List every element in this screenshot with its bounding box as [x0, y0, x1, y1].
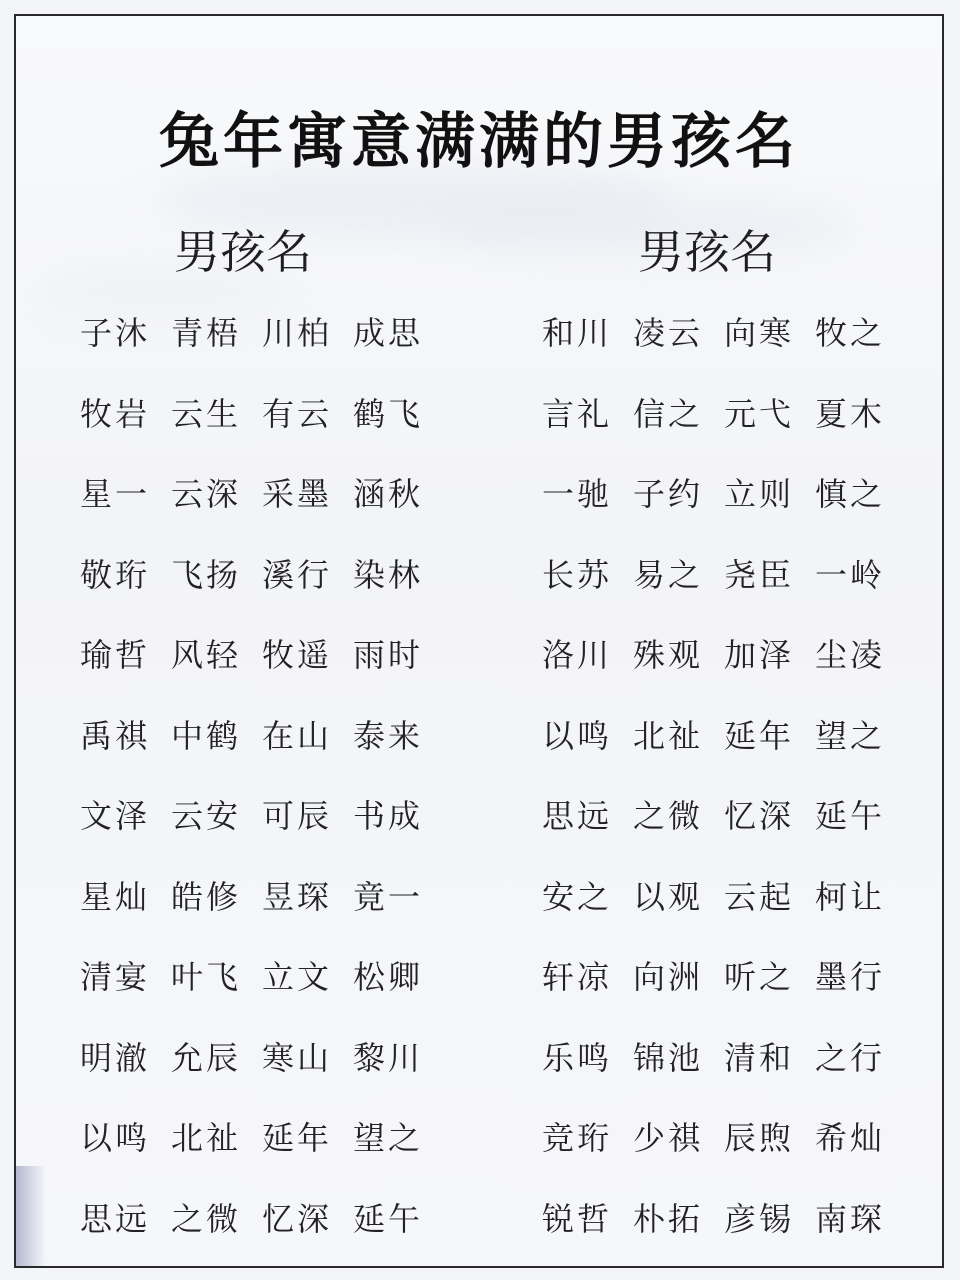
name-row — [542, 1194, 906, 1269]
name-row — [80, 469, 444, 550]
name-row — [80, 1194, 444, 1269]
name-row — [80, 711, 444, 792]
name-row — [80, 550, 444, 631]
boy-name: 之行 — [815, 1038, 886, 1077]
boy-name: 乐鸣 — [542, 1038, 613, 1077]
boy-name: 明澈 — [80, 1038, 151, 1077]
boy-name: 云深 — [171, 475, 242, 513]
boy-name: 北祉 — [171, 1119, 242, 1157]
boy-name: 风轻 — [171, 636, 242, 674]
name-row — [542, 1113, 906, 1194]
name-row — [80, 791, 444, 872]
boy-name: 中鹤 — [171, 716, 242, 755]
boy-name: 向寒 — [724, 314, 795, 352]
boy-name: 北祉 — [633, 716, 704, 755]
boy-name: 寒山 — [262, 1038, 333, 1077]
boy-name: 鹤飞 — [353, 394, 424, 433]
left-name-column — [80, 308, 444, 1268]
name-row — [542, 550, 906, 631]
boy-name: 竟一 — [353, 877, 424, 916]
boy-name: 叶飞 — [171, 958, 242, 996]
edge-shadow-decoration — [16, 1166, 46, 1266]
name-row — [542, 469, 906, 550]
boy-name: 子约 — [633, 475, 704, 513]
boy-name: 慎之 — [815, 475, 886, 513]
boy-name: 瑜哲 — [80, 636, 151, 674]
boy-name: 松卿 — [353, 958, 424, 996]
boy-name: 听之 — [724, 958, 795, 996]
boy-name: 飞扬 — [171, 555, 242, 594]
boy-name: 星灿 — [80, 877, 151, 916]
name-list-card — [14, 14, 944, 1268]
boy-name: 朴拓 — [633, 1199, 704, 1238]
boy-name: 言礼 — [542, 394, 613, 433]
boy-name: 云安 — [171, 797, 242, 835]
boy-name: 云生 — [171, 394, 242, 433]
boy-name: 轩凉 — [542, 958, 613, 996]
boy-name: 彦锡 — [724, 1199, 795, 1238]
name-row — [80, 1113, 444, 1194]
name-row — [80, 389, 444, 470]
boy-name: 牧遥 — [262, 636, 333, 674]
boy-name: 文泽 — [80, 797, 151, 835]
boy-name: 云起 — [724, 877, 795, 916]
boy-name: 之微 — [633, 797, 704, 835]
boy-name: 在山 — [262, 716, 333, 755]
boy-name: 柯让 — [815, 877, 886, 916]
right-column-header: 男孩名 — [638, 225, 776, 279]
boy-name: 一岭 — [815, 555, 886, 594]
boy-name: 清和 — [724, 1038, 795, 1077]
boy-name: 黎川 — [353, 1038, 424, 1077]
boy-name: 涵秋 — [353, 475, 424, 513]
boy-name: 立文 — [262, 958, 333, 996]
boy-name: 和川 — [542, 314, 613, 352]
boy-name: 牧岩 — [80, 394, 151, 433]
boy-name: 锐哲 — [542, 1199, 613, 1238]
boy-name: 一驰 — [542, 475, 613, 513]
boy-name: 以鸣 — [542, 716, 613, 755]
boy-name: 南琛 — [815, 1199, 886, 1238]
boy-name: 望之 — [815, 716, 886, 755]
boy-name: 昱琛 — [262, 877, 333, 916]
boy-name: 之微 — [171, 1199, 242, 1238]
boy-name: 牧之 — [815, 314, 886, 352]
page-title: 兔年寓意满满的男孩名 — [159, 107, 799, 177]
boy-name: 易之 — [633, 555, 704, 594]
name-row — [542, 872, 906, 953]
boy-name: 允辰 — [171, 1038, 242, 1077]
boy-name: 泰来 — [353, 716, 424, 755]
boy-name: 辰煦 — [724, 1119, 795, 1157]
name-row — [80, 1033, 444, 1114]
boy-name: 川柏 — [262, 314, 333, 352]
boy-name: 敬珩 — [80, 555, 151, 594]
boy-name: 可辰 — [262, 797, 333, 835]
boy-name: 竞珩 — [542, 1119, 613, 1157]
boy-name: 锦池 — [633, 1038, 704, 1077]
name-row — [542, 630, 906, 711]
boy-name: 以观 — [633, 877, 704, 916]
boy-name: 有云 — [262, 394, 333, 433]
boy-name: 希灿 — [815, 1119, 886, 1157]
boy-name: 成思 — [353, 314, 424, 352]
boy-name: 向洲 — [633, 958, 704, 996]
boy-name: 忆深 — [724, 797, 795, 835]
name-row — [80, 630, 444, 711]
boy-name: 延年 — [262, 1119, 333, 1157]
name-row — [80, 952, 444, 1033]
boy-name: 殊观 — [633, 636, 704, 674]
boy-name: 延午 — [815, 797, 886, 835]
name-row — [80, 872, 444, 953]
boy-name: 以鸣 — [80, 1119, 151, 1157]
name-row — [542, 308, 906, 389]
boy-name: 星一 — [80, 475, 151, 513]
name-row — [542, 389, 906, 470]
boy-name: 尘凌 — [815, 636, 886, 674]
boy-name: 忆深 — [262, 1199, 333, 1238]
boy-name: 青梧 — [171, 314, 242, 352]
right-name-column — [542, 308, 906, 1268]
boy-name: 信之 — [633, 394, 704, 433]
name-row — [542, 711, 906, 792]
boy-name: 尧臣 — [724, 555, 795, 594]
boy-name: 溪行 — [262, 555, 333, 594]
name-row — [542, 952, 906, 1033]
boy-name: 元弋 — [724, 394, 795, 433]
boy-name: 望之 — [353, 1119, 424, 1157]
boy-name: 立则 — [724, 475, 795, 513]
boy-name: 夏木 — [815, 394, 886, 433]
boy-name: 安之 — [542, 877, 613, 916]
boy-name: 洛川 — [542, 636, 613, 674]
boy-name: 采墨 — [262, 475, 333, 513]
boy-name: 雨时 — [353, 636, 424, 674]
boy-name: 凌云 — [633, 314, 704, 352]
boy-name: 延午 — [353, 1199, 424, 1238]
left-column-header: 男孩名 — [174, 225, 312, 279]
boy-name: 子沐 — [80, 314, 151, 352]
name-row — [542, 1033, 906, 1114]
boy-name: 染林 — [353, 555, 424, 594]
boy-name: 少祺 — [633, 1119, 704, 1157]
boy-name: 思远 — [80, 1199, 151, 1238]
boy-name: 加泽 — [724, 636, 795, 674]
boy-name: 墨行 — [815, 958, 886, 996]
boy-name: 思远 — [542, 797, 613, 835]
name-row — [542, 791, 906, 872]
boy-name: 书成 — [353, 797, 424, 835]
boy-name: 清宴 — [80, 958, 151, 996]
boy-name: 禹祺 — [80, 716, 151, 755]
boy-name: 延年 — [724, 716, 795, 755]
boy-name: 长苏 — [542, 555, 613, 594]
name-row — [80, 308, 444, 389]
boy-name: 皓修 — [171, 877, 242, 916]
